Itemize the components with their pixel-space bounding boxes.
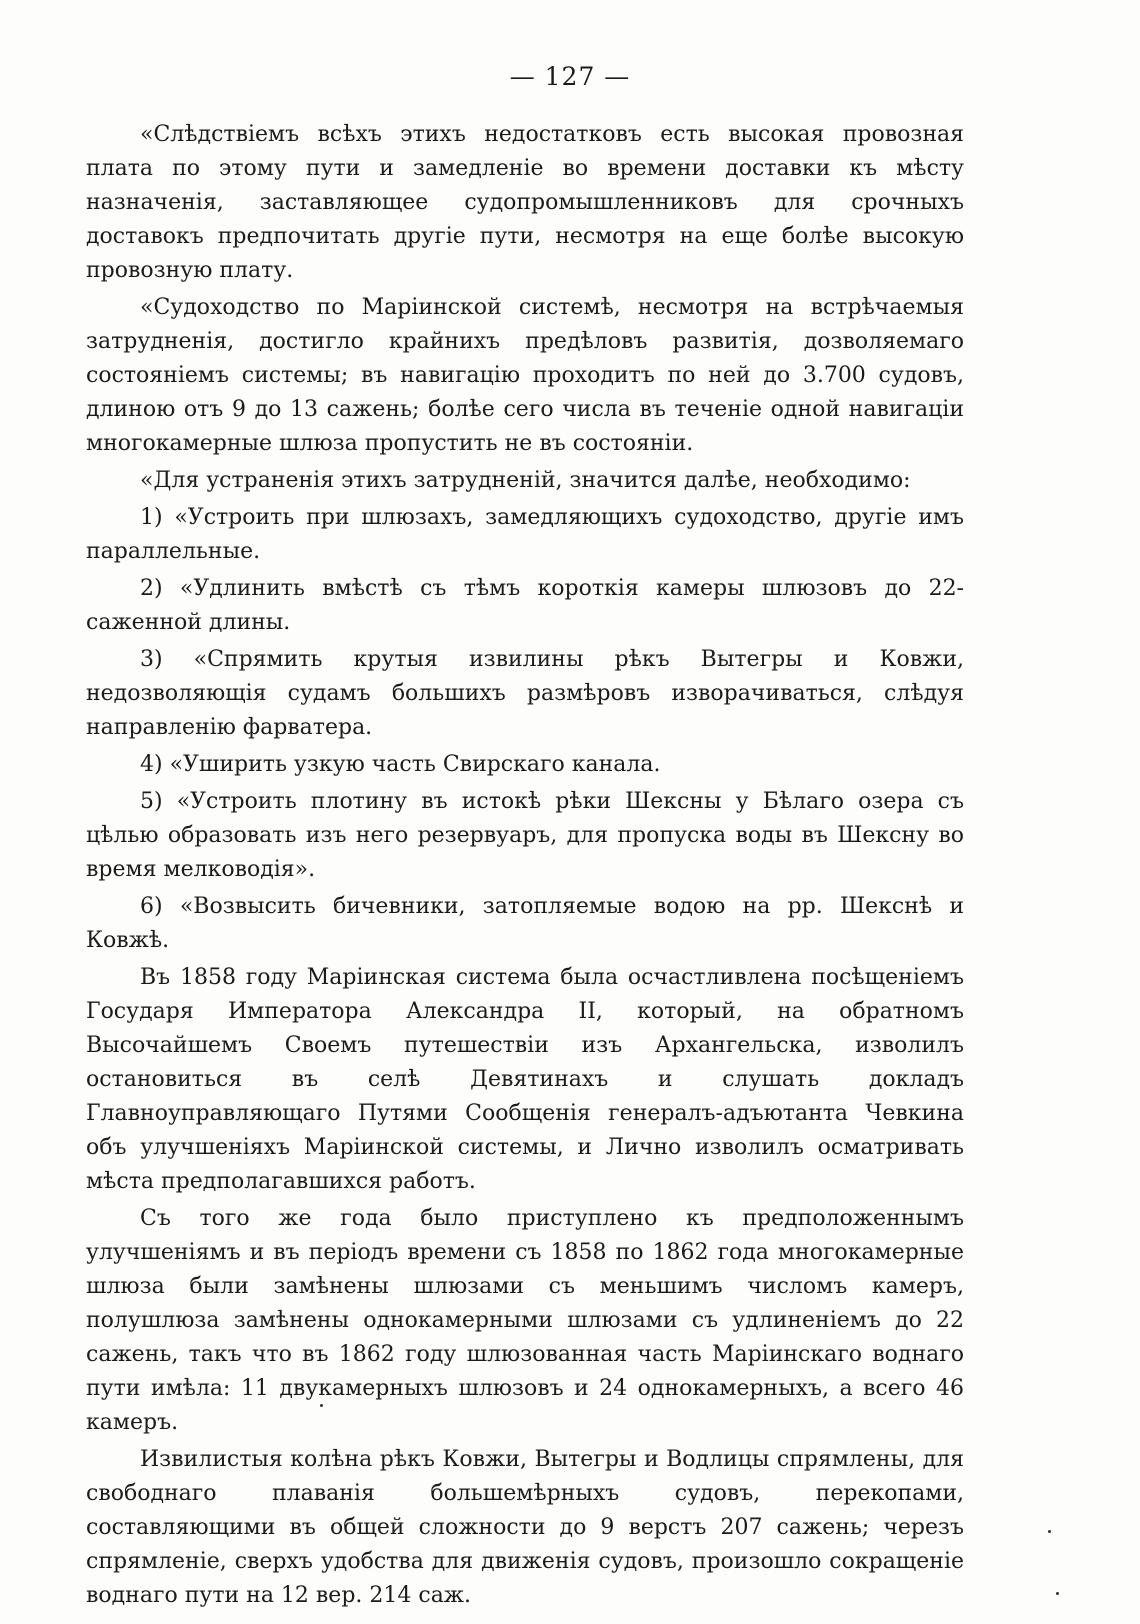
list-item: 3) «Спрямить крутыя извилины рѣкъ Вытегры и Ковжи, недозволяющія судамъ большихъ размѣровъ изворачиваться, слѣдуя направленію фарватера. <box>86 647 964 740</box>
list-item: 6) «Возвысить бичевники, затопляемые водою на рр. Шекснѣ и Ковжѣ. <box>86 894 964 953</box>
paragraph: Въ 1858 году Маріинская система была осчастливлена посѣщеніемъ Государя Императора Александра II, который, на обратномъ Высочайшемъ Своемъ путешествіи изъ Архангельска, изволилъ остановиться въ селѣ Девятинахъ и слушать докладъ Главноуправляющаго Путями Сообщенія генералъ-адъютанта Чевкина объ улучшеніяхъ Маріинской системы, и Лично изволилъ осматривать мѣста предполагавшихся работъ. <box>86 965 964 1194</box>
text-body <box>86 118 964 1616</box>
paragraph: «Для устраненія этихъ затрудненій, значится далѣе, необходимо: <box>140 468 911 493</box>
paragraph: «Слѣдствіемъ всѣхъ этихъ недостатковъ есть высокая провозная плата по этому пути и замедленіе во времени доставки къ мѣсту назначенія, заставляющее судопромышленниковъ для срочныхъ доставокъ предпочитать другіе пути, несмотря на еще болѣе высокую провозную плату. <box>86 122 964 283</box>
paragraph: Съ того же года было приступлено къ предположеннымъ улучшеніямъ и въ періодъ времени съ 1858 по 1862 года многокамерные шлюза были замѣнены шлюзами съ меньшимъ числомъ камеръ, полушлюза замѣнены однокамерными шлюзами съ удлиненіемъ до 22 сажень, такъ что въ 1862 году шлюзованная часть Маріинскаго воднаго пути имѣла: 11 двукамерныхъ шлюзовъ и 24 однокамерныхъ, а всего 46 камеръ. <box>86 1206 964 1435</box>
page-number: — 127 — <box>509 62 631 91</box>
print-speck <box>320 1404 323 1407</box>
list-item: 4) «Уширить узкую часть Свирскаго канала. <box>140 752 661 777</box>
print-speck <box>1048 1530 1051 1533</box>
paragraph: «Судоходство по Маріинской системѣ, несмотря на встрѣчаемыя затрудненія, достигло крайнихъ предѣловъ развитія, дозволяемаго состояніемъ системы; въ навигацію проходитъ по ней до 3.700 судовъ, длиною отъ 9 до 13 сажень; болѣе сего числа въ теченіе одной навигаціи многокамерные шлюза пропустить не въ состояніи. <box>86 295 964 456</box>
list-item: 5) «Устроить плотину въ истокѣ рѣки Шексны у Бѣлаго озера съ цѣлью образовать изъ него резервуаръ, для пропуска воды въ Шексну во время мелководія». <box>86 789 964 882</box>
list-item: 1) «Устроить при шлюзахъ, замедляющихъ судоходство, другіе имъ параллельные. <box>86 505 964 564</box>
print-speck <box>1056 1592 1059 1595</box>
list-item: 2) «Удлинить вмѣстѣ съ тѣмъ короткія камеры шлюзовъ до 22-саженной длины. <box>86 576 964 635</box>
paragraph: Извилистыя колѣна рѣкъ Ковжи, Вытегры и Водлицы спрямлены, для свободнаго плаванія большемѣрныхъ судовъ, перекопами, составляющими въ общей сложности до 9 верстъ 207 сажень; черезъ спрямленіе, сверхъ удобства для движенія судовъ, произошло сокращеніе воднаго пути на 12 вер. 214 саж. <box>86 1447 964 1608</box>
